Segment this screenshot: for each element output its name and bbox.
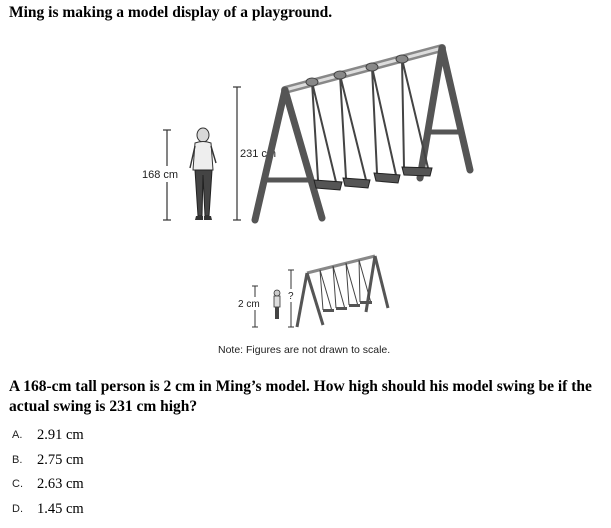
model-swing-label: ? [288,291,294,302]
choice-text: 2.63 cm [37,476,84,492]
choice-c[interactable] [0,474,200,496]
choice-text: 1.45 cm [37,501,84,517]
choice-b[interactable] [0,450,200,472]
choice-a[interactable] [0,425,200,447]
person-figure [190,128,216,220]
choice-letter: C. [12,478,23,490]
model-person-measurement [236,286,270,327]
person-height-label: 168 cm [142,169,179,181]
person-measurement [138,130,190,220]
swing-set [255,48,470,220]
intro-text: Ming is making a model display of a playground. [9,4,333,21]
choice-letter: A. [12,429,23,441]
choice-text: 2.75 cm [37,452,84,468]
swing-height-label: 231 cm [240,148,277,160]
choice-text: 2.91 cm [37,427,84,443]
model-swing-set [297,256,388,327]
scale-note: Note: Figures are not drawn to scale. [218,344,391,356]
model-person-label: 2 cm [238,299,260,310]
playground-figure [0,30,611,345]
model-swing-measurement [286,270,297,327]
choice-d[interactable] [0,499,200,521]
choice-letter: D. [12,503,23,515]
model-person [274,290,280,319]
choice-letter: B. [12,454,23,466]
question-text: A 168-cm tall person is 2 cm in Ming’s model. How high should his model swing be if the actual swing is 231 cm high? [9,378,592,415]
